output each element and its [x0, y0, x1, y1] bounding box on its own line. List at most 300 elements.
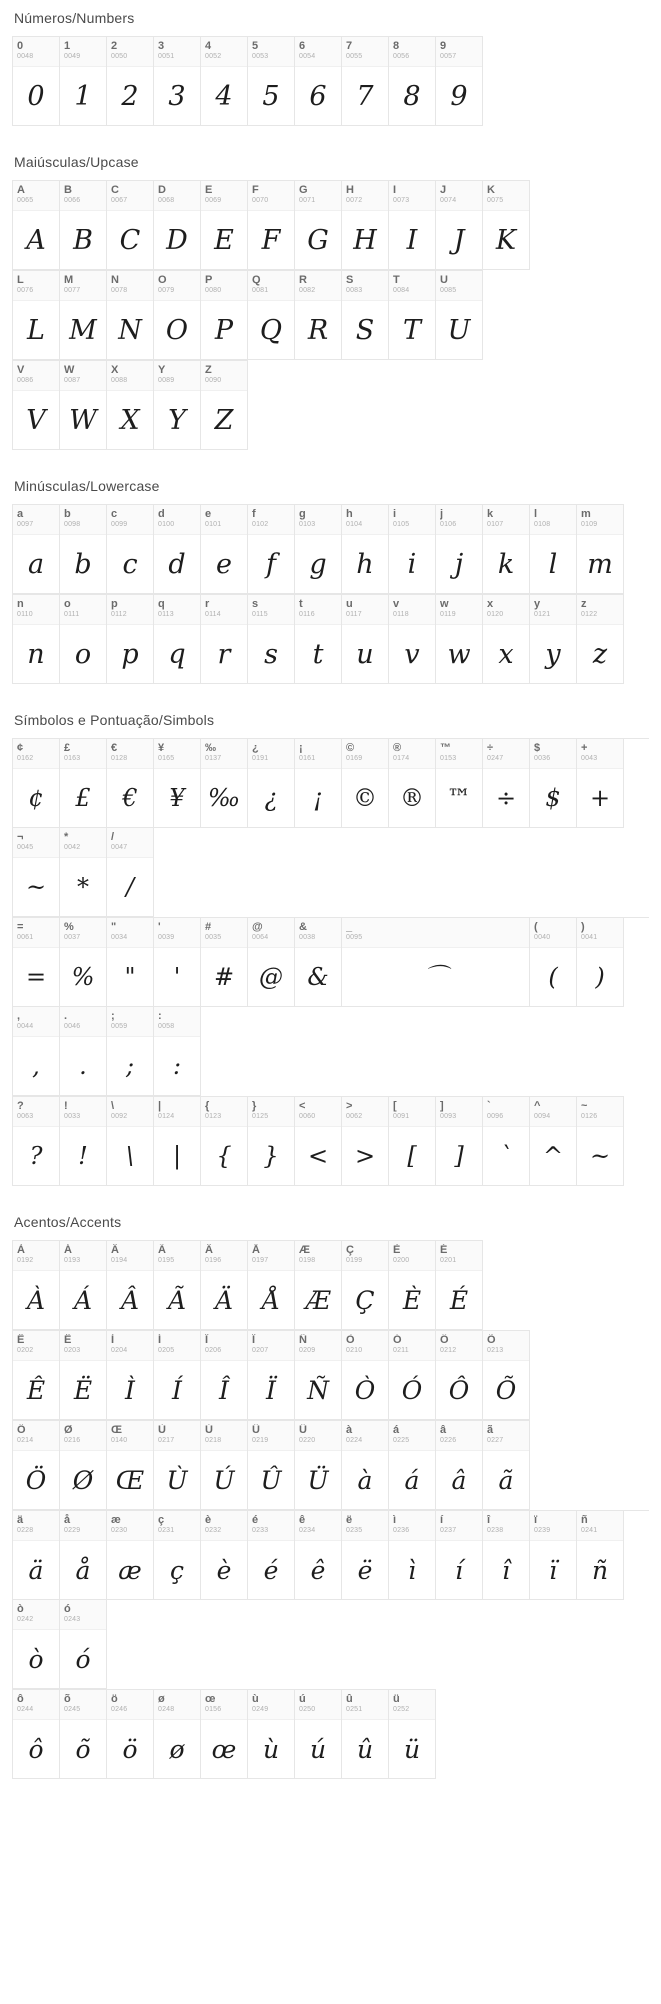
glyph-code-label: 0099: [111, 521, 128, 528]
glyph-code-label: 0251: [346, 1706, 363, 1713]
glyph-cell[interactable]: [577, 595, 624, 684]
glyph-cell[interactable]: [577, 739, 624, 828]
glyph-cell-header: [577, 918, 623, 948]
glyph-char-label: 4: [205, 40, 212, 52]
glyph-cell[interactable]: [154, 1241, 201, 1330]
glyph-cell[interactable]: [389, 37, 436, 126]
glyph-char-label: Í: [158, 1334, 162, 1346]
glyph-cell[interactable]: [389, 271, 436, 360]
glyph-cell[interactable]: [342, 1241, 389, 1330]
glyph-cell[interactable]: [248, 1097, 295, 1186]
glyph-row: [12, 1240, 483, 1330]
glyph-cell[interactable]: [483, 181, 530, 270]
glyph-cell[interactable]: [13, 361, 60, 450]
glyph-cell[interactable]: [248, 739, 295, 828]
glyph-cell-header: [483, 1097, 529, 1127]
glyph-code-label: 0122: [581, 611, 598, 618]
glyph-code-label: 0211: [393, 1347, 409, 1354]
glyph-code-label: 0226: [440, 1437, 457, 1444]
glyph-cell[interactable]: [201, 37, 248, 126]
glyph-code-label: 0060: [299, 1113, 316, 1120]
glyph-code-label: 0098: [64, 521, 81, 528]
glyph-cell[interactable]: [342, 1511, 389, 1600]
glyph-preview: 3: [168, 80, 186, 112]
glyph-cell-header: [154, 505, 200, 535]
glyph-cell-header: [13, 1690, 59, 1720]
glyph-cell-header: [154, 1007, 200, 1037]
glyph-char-label: ñ: [581, 1514, 588, 1526]
glyph-char-label: Û: [252, 1424, 260, 1436]
glyph-cell[interactable]: [389, 505, 436, 594]
glyph-cell[interactable]: [436, 181, 483, 270]
glyph-cell[interactable]: [107, 828, 154, 917]
glyph-cell[interactable]: [436, 1421, 483, 1510]
glyph-cell[interactable]: [436, 1331, 483, 1420]
glyph-preview: 5: [262, 80, 280, 112]
glyph-cell-header: [483, 1331, 529, 1361]
glyph-code-label: 0077: [64, 287, 81, 294]
glyph-cell[interactable]: [60, 37, 107, 126]
glyph-cell[interactable]: [248, 181, 295, 270]
glyph-cell[interactable]: [201, 595, 248, 684]
glyph-cell[interactable]: [483, 595, 530, 684]
glyph-preview: |: [172, 1142, 182, 1170]
glyph-cell[interactable]: [107, 37, 154, 126]
glyph-cell[interactable]: [201, 1241, 248, 1330]
glyph-cell[interactable]: [483, 1331, 530, 1420]
glyph-cell[interactable]: [201, 1421, 248, 1510]
glyph-cell-header: [201, 739, 247, 769]
glyph-cell[interactable]: [13, 1007, 60, 1096]
glyph-char-label: E: [205, 184, 213, 196]
glyph-cell[interactable]: [60, 1511, 107, 1600]
glyph-char-label: 6: [299, 40, 306, 52]
glyph-preview: œ: [211, 1734, 237, 1764]
glyph-code-label: 0078: [111, 287, 128, 294]
glyph-code-label: 0090: [205, 377, 222, 384]
glyph-cell-header: [60, 918, 106, 948]
glyph-char-label: ®: [393, 742, 402, 754]
glyph-cell[interactable]: [201, 1511, 248, 1600]
glyph-char-label: ù: [252, 1693, 259, 1705]
glyph-cell-header: [295, 739, 341, 769]
glyph-preview: p: [121, 638, 139, 670]
glyph-cell-header: [436, 1511, 482, 1541]
glyph-cell-header: [154, 37, 200, 67]
glyph-cell[interactable]: [295, 181, 342, 270]
glyph-cell[interactable]: [201, 361, 248, 450]
glyph-preview: i: [407, 548, 417, 580]
glyph-code-label: 0047: [111, 844, 128, 851]
glyph-cell-header: [107, 1511, 153, 1541]
glyph-cell-header: [248, 918, 294, 948]
glyph-cell[interactable]: [107, 505, 154, 594]
glyph-code-label: 0237: [440, 1527, 457, 1534]
glyph-cell-header: [107, 828, 153, 858]
glyph-cell[interactable]: [13, 595, 60, 684]
glyph-cell[interactable]: [483, 1421, 530, 1510]
glyph-cell[interactable]: [60, 181, 107, 270]
glyph-cell[interactable]: [389, 1421, 436, 1510]
glyph-cell[interactable]: [13, 828, 60, 917]
glyph-cell-header: [154, 1421, 200, 1451]
glyph-cell[interactable]: [154, 1097, 201, 1186]
glyph-preview: Ä: [214, 1285, 234, 1315]
glyph-preview: A: [26, 224, 46, 256]
glyph-cell[interactable]: [436, 1241, 483, 1330]
glyph-cell[interactable]: [295, 595, 342, 684]
glyph-preview: M: [69, 314, 97, 346]
glyph-char-label: 3: [158, 40, 165, 52]
glyph-cell[interactable]: [295, 271, 342, 360]
glyph-cell[interactable]: [389, 595, 436, 684]
glyph-cell[interactable]: [107, 1690, 154, 1779]
glyph-cell[interactable]: [13, 739, 60, 828]
glyph-cell[interactable]: [13, 1511, 60, 1600]
glyph-code-label: 0083: [346, 287, 363, 294]
glyph-cell[interactable]: [201, 271, 248, 360]
glyph-preview: S: [355, 314, 375, 346]
glyph-code-label: 0193: [64, 1257, 81, 1264]
glyph-preview: #: [213, 963, 235, 991]
glyph-code-label: 0199: [346, 1257, 363, 1264]
glyph-cell[interactable]: [60, 361, 107, 450]
glyph-char-label: 5: [252, 40, 259, 52]
glyph-cell-header: [60, 1600, 106, 1630]
glyph-preview: ': [173, 963, 181, 991]
glyph-cell[interactable]: [107, 1511, 154, 1600]
glyph-cell-header: [342, 1690, 388, 1720]
glyph-preview: g: [309, 548, 327, 580]
glyph-cell[interactable]: [60, 1331, 107, 1420]
glyph-cell[interactable]: [248, 1690, 295, 1779]
glyph-cell[interactable]: [13, 37, 60, 126]
glyph-cell[interactable]: [248, 505, 295, 594]
glyph-cell[interactable]: [295, 739, 342, 828]
glyph-code-label: 0242: [17, 1616, 34, 1623]
glyph-cell[interactable]: [530, 1097, 577, 1186]
glyph-cell[interactable]: [107, 1331, 154, 1420]
glyph-cell[interactable]: [483, 1097, 530, 1186]
glyph-char-label: ï: [534, 1514, 538, 1526]
glyph-code-label: 0128: [111, 755, 128, 762]
glyph-cell[interactable]: [201, 918, 248, 1007]
glyph-cell[interactable]: [342, 271, 389, 360]
glyph-code-label: 0140: [111, 1437, 128, 1444]
glyph-code-label: 0110: [17, 611, 33, 618]
glyph-cell-header: [13, 271, 59, 301]
glyph-cell[interactable]: [248, 595, 295, 684]
glyph-cell-header: [342, 37, 388, 67]
glyph-cell[interactable]: [13, 1421, 60, 1510]
glyph-char-label: ã: [487, 1424, 494, 1436]
glyph-cell[interactable]: [248, 1241, 295, 1330]
glyph-cell[interactable]: [295, 505, 342, 594]
glyph-cell[interactable]: [436, 739, 483, 828]
glyph-char-label: >: [346, 1100, 353, 1112]
glyph-cell[interactable]: [295, 1331, 342, 1420]
glyph-code-label: 0161: [299, 755, 316, 762]
glyph-cell-header: [248, 1511, 294, 1541]
glyph-code-label: 0233: [252, 1527, 269, 1534]
glyph-row: [12, 360, 248, 450]
glyph-cell-header: [60, 181, 106, 211]
glyph-cell[interactable]: [342, 1690, 389, 1779]
glyph-code-label: 0050: [111, 53, 128, 60]
glyph-char-label: k: [487, 508, 494, 520]
glyph-cell-header: [389, 37, 435, 67]
glyph-cell[interactable]: [295, 1241, 342, 1330]
glyph-char-label: í: [440, 1514, 444, 1526]
glyph-cell[interactable]: [530, 1511, 577, 1600]
glyph-cell[interactable]: [154, 739, 201, 828]
glyph-cell[interactable]: [577, 505, 624, 594]
glyph-preview: ò: [28, 1644, 44, 1674]
glyph-char-label: B: [64, 184, 72, 196]
glyph-cell-header: [154, 1511, 200, 1541]
glyph-code-label: 0086: [17, 377, 34, 384]
glyph-cell[interactable]: [154, 505, 201, 594]
glyph-cell[interactable]: [248, 1331, 295, 1420]
glyph-row: [12, 1689, 436, 1779]
glyph-char-label: #: [205, 921, 212, 933]
glyph-preview: ã: [498, 1465, 514, 1495]
glyph-code-label: 0040: [534, 934, 551, 941]
glyph-cell-header: [107, 1690, 153, 1720]
glyph-cell[interactable]: [295, 1421, 342, 1510]
glyph-cell[interactable]: [154, 37, 201, 126]
glyph-code-label: 0055: [346, 53, 363, 60]
glyph-cell[interactable]: [483, 739, 530, 828]
glyph-code-label: 0236: [393, 1527, 410, 1534]
glyph-cell-header: [201, 181, 247, 211]
glyph-cell[interactable]: [154, 1690, 201, 1779]
glyph-cell[interactable]: [60, 828, 107, 917]
glyph-cell[interactable]: [107, 1241, 154, 1330]
glyph-cell[interactable]: [389, 1241, 436, 1330]
glyph-cell[interactable]: [436, 1097, 483, 1186]
glyph-cell[interactable]: [154, 595, 201, 684]
glyph-preview: Æ: [305, 1285, 331, 1315]
glyph-cell-header: [342, 1331, 388, 1361]
glyph-code-label: 0225: [393, 1437, 410, 1444]
glyph-char-label: {: [205, 1100, 210, 1112]
glyph-char-label: m: [581, 508, 591, 520]
glyph-cell[interactable]: [60, 918, 107, 1007]
glyph-cell[interactable]: [389, 1511, 436, 1600]
glyph-cell[interactable]: [295, 918, 342, 1007]
glyph-cell[interactable]: [107, 918, 154, 1007]
glyph-cell[interactable]: [60, 1600, 107, 1689]
glyph-char-label: É: [440, 1244, 448, 1256]
glyph-cell[interactable]: [201, 1331, 248, 1420]
glyph-code-label: 0057: [440, 53, 457, 60]
glyph-cell[interactable]: [154, 181, 201, 270]
glyph-cell[interactable]: [13, 271, 60, 360]
glyph-cell[interactable]: [248, 918, 295, 1007]
glyph-cell[interactable]: [436, 595, 483, 684]
glyph-cell[interactable]: [342, 181, 389, 270]
glyph-cell[interactable]: [342, 1331, 389, 1420]
glyph-cell[interactable]: [436, 505, 483, 594]
glyph-cell[interactable]: [295, 37, 342, 126]
glyph-cell[interactable]: [60, 271, 107, 360]
glyph-code-label: 0041: [581, 934, 598, 941]
glyph-cell[interactable]: [201, 181, 248, 270]
glyph-char-label: ÷: [487, 742, 494, 754]
glyph-cell[interactable]: [342, 37, 389, 126]
glyph-cell[interactable]: [342, 1421, 389, 1510]
glyph-code-label: 0238: [487, 1527, 504, 1534]
glyph-cell[interactable]: [107, 1097, 154, 1186]
glyph-char-label: ': [158, 921, 161, 933]
glyph-code-label: 0089: [158, 377, 175, 384]
glyph-cell-header: [154, 1241, 200, 1271]
glyph-preview: b: [74, 548, 92, 580]
glyph-code-label: 0246: [111, 1706, 128, 1713]
glyph-cell-header: [201, 1421, 247, 1451]
glyph-code-label: 0174: [393, 755, 410, 762]
glyph-char-label: `: [487, 1100, 491, 1112]
glyph-cell[interactable]: [577, 918, 624, 1007]
glyph-cell[interactable]: [13, 181, 60, 270]
glyph-cell-header: [295, 1331, 341, 1361]
glyph-char-label: l: [534, 508, 538, 520]
glyph-char-label: ç: [158, 1514, 165, 1526]
glyph-cell[interactable]: [295, 1511, 342, 1600]
glyph-preview: k: [497, 548, 515, 580]
glyph-char-label: x: [487, 598, 494, 610]
glyph-char-label: Ä: [205, 1244, 213, 1256]
glyph-preview: ‰: [207, 784, 241, 812]
glyph-code-label: 0123: [205, 1113, 222, 1120]
glyph-cell[interactable]: [13, 1331, 60, 1420]
glyph-preview: s: [264, 638, 278, 670]
glyph-cell[interactable]: [107, 271, 154, 360]
glyph-cell[interactable]: [201, 505, 248, 594]
glyph-code-label: 0213: [487, 1347, 504, 1354]
glyph-preview: >: [354, 1142, 376, 1170]
glyph-cell[interactable]: [342, 505, 389, 594]
glyph-preview: 4: [215, 80, 233, 112]
glyph-preview: x: [498, 638, 514, 670]
glyph-cell[interactable]: [60, 1007, 107, 1096]
glyph-preview: n: [27, 638, 45, 670]
glyph-cell[interactable]: [107, 361, 154, 450]
glyph-cell[interactable]: [154, 1511, 201, 1600]
glyph-cell-header: [295, 37, 341, 67]
glyph-cell[interactable]: [60, 739, 107, 828]
glyph-cell[interactable]: [107, 1007, 154, 1096]
glyph-char-label: Æ: [299, 1244, 310, 1256]
glyph-cell[interactable]: [107, 595, 154, 684]
glyph-cell[interactable]: [107, 739, 154, 828]
glyph-char-label: õ: [64, 1693, 71, 1705]
glyph-code-label: 0116: [299, 611, 315, 618]
glyph-cell[interactable]: [13, 1097, 60, 1186]
glyph-row: [12, 270, 483, 360]
glyph-cell[interactable]: [389, 739, 436, 828]
glyph-cell[interactable]: [154, 1007, 201, 1096]
glyph-cell[interactable]: [60, 1421, 107, 1510]
glyph-cell[interactable]: [342, 595, 389, 684]
glyph-cell[interactable]: [154, 1421, 201, 1510]
glyph-cell[interactable]: [342, 918, 530, 1007]
glyph-cell[interactable]: [60, 1097, 107, 1186]
glyph-cell[interactable]: [13, 505, 60, 594]
glyph-cell[interactable]: [342, 739, 389, 828]
glyph-cell[interactable]: [60, 1241, 107, 1330]
glyph-cell[interactable]: [107, 1421, 154, 1510]
glyph-cell[interactable]: [389, 181, 436, 270]
glyph-cell[interactable]: [483, 505, 530, 594]
glyph-preview: 6: [309, 80, 327, 112]
glyph-cell[interactable]: [483, 1511, 530, 1600]
glyph-cell-header: [154, 361, 200, 391]
glyph-char-label: á: [393, 1424, 400, 1436]
glyph-cell[interactable]: [248, 271, 295, 360]
glyph-cell[interactable]: [530, 595, 577, 684]
glyph-cell[interactable]: [248, 37, 295, 126]
glyph-cell[interactable]: [60, 595, 107, 684]
glyph-cell[interactable]: [389, 1690, 436, 1779]
glyph-code-label: 0250: [299, 1706, 316, 1713]
glyph-cell[interactable]: [154, 271, 201, 360]
glyph-code-label: 0094: [534, 1113, 551, 1120]
glyph-code-label: 0085: [440, 287, 457, 294]
glyph-cell[interactable]: [154, 1331, 201, 1420]
glyph-cell[interactable]: [530, 505, 577, 594]
glyph-cell[interactable]: [201, 1690, 248, 1779]
glyph-cell[interactable]: [436, 1511, 483, 1600]
glyph-cell[interactable]: [530, 918, 577, 1007]
glyph-preview: X: [120, 404, 140, 436]
glyph-cell[interactable]: [389, 1097, 436, 1186]
glyph-cell[interactable]: [295, 1690, 342, 1779]
glyph-cell[interactable]: [342, 1097, 389, 1186]
glyph-cell[interactable]: [389, 1331, 436, 1420]
glyph-code-label: 0117: [346, 611, 362, 618]
glyph-code-label: 0216: [64, 1437, 81, 1444]
glyph-cell[interactable]: [60, 1690, 107, 1779]
glyph-cell[interactable]: [530, 739, 577, 828]
glyph-cell[interactable]: [107, 181, 154, 270]
glyph-cell[interactable]: [436, 37, 483, 126]
glyph-cell[interactable]: [436, 271, 483, 360]
glyph-cell-header: [530, 595, 576, 625]
glyph-char-label: }: [252, 1100, 257, 1112]
glyph-preview: ì: [408, 1555, 416, 1585]
glyph-preview: î: [502, 1555, 510, 1585]
glyph-code-label: 0084: [393, 287, 410, 294]
glyph-cell[interactable]: [577, 1511, 624, 1600]
glyph-cell[interactable]: [154, 918, 201, 1007]
glyph-cell[interactable]: [248, 1421, 295, 1510]
glyph-cell[interactable]: [295, 1097, 342, 1186]
glyph-cell[interactable]: [13, 918, 60, 1007]
glyph-cell[interactable]: [13, 1241, 60, 1330]
glyph-cell[interactable]: [60, 505, 107, 594]
glyph-cell[interactable]: [577, 1097, 624, 1186]
glyph-cell[interactable]: [13, 1690, 60, 1779]
glyph-cell[interactable]: [13, 1600, 60, 1689]
glyph-cell[interactable]: [201, 739, 248, 828]
glyph-cell[interactable]: [201, 1097, 248, 1186]
glyph-cell[interactable]: [248, 1511, 295, 1600]
glyph-preview: ™: [447, 784, 471, 812]
glyph-cell[interactable]: [154, 361, 201, 450]
glyph-preview: C: [119, 224, 141, 256]
